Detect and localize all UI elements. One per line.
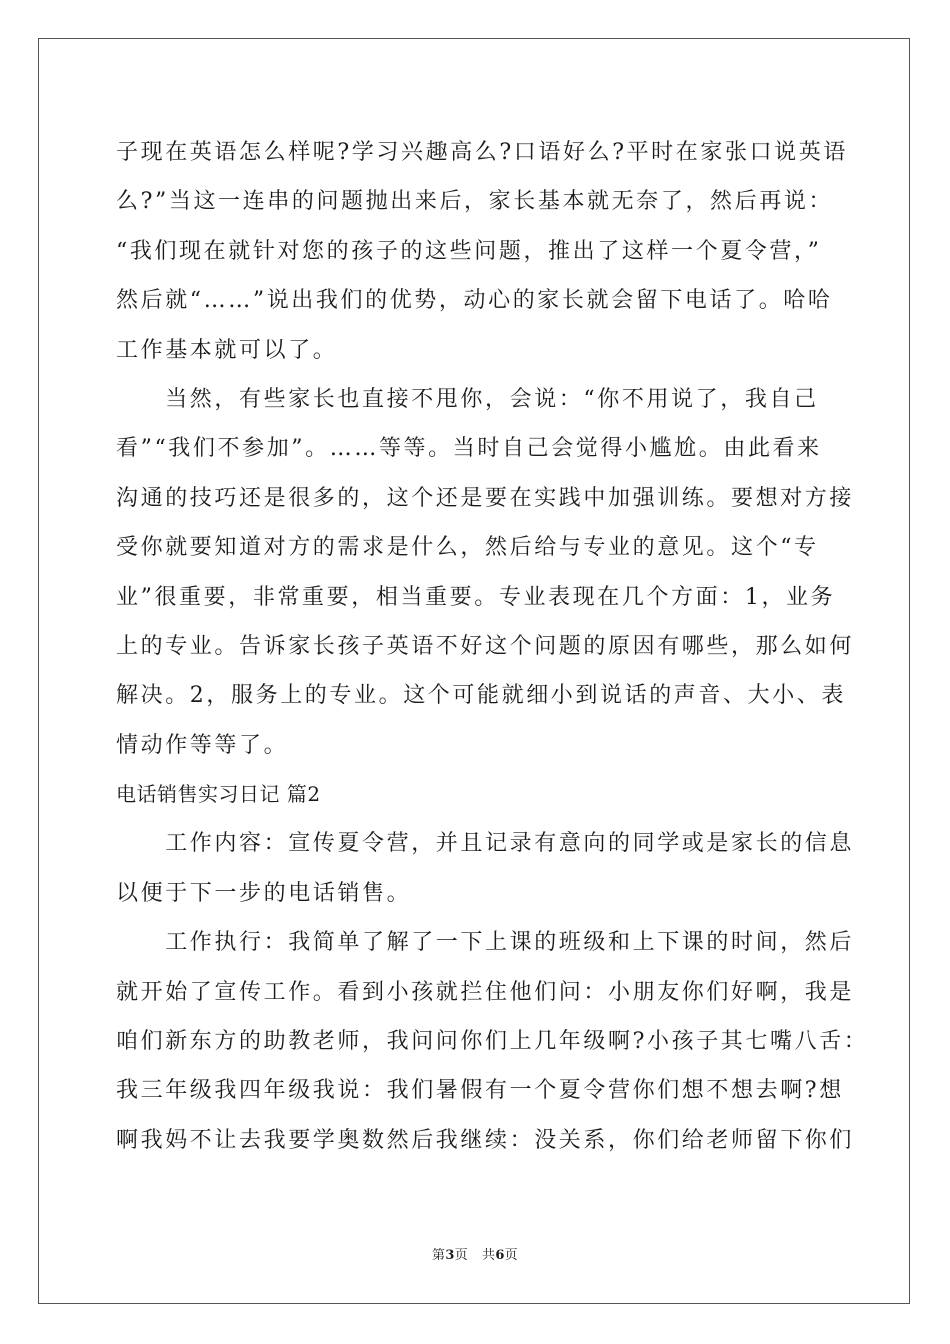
text-line: 我三年级我四年级我说：我们暑假有一个夏令营你们想不想去啊?想 bbox=[116, 1078, 844, 1104]
text-line: 以便于下一步的电话销售。 bbox=[116, 880, 412, 906]
text-line: 情动作等等了。 bbox=[116, 732, 289, 758]
text-line: 沟通的技巧还是很多的，这个还是要在实践中加强训练。要想对方接 bbox=[116, 485, 855, 511]
text-line: 工作执行：我简单了解了一下上课的班级和上下课的时间，然后 bbox=[116, 930, 855, 956]
text-line: 么?”当这一连串的问题抛出来后，家长基本就无奈了，然后再说： bbox=[116, 189, 834, 215]
text-line: 受你就要知道对方的需求是什么，然后给与专业的意见。这个“专 bbox=[116, 535, 819, 561]
text-line: 解决。2，服务上的专业。这个可能就细小到说话的声音、大小、表 bbox=[116, 683, 846, 709]
text-line: 然后就“……”说出我们的优势，动心的家长就会留下电话了。哈哈 bbox=[116, 288, 833, 314]
total-page-number: 6 bbox=[495, 1248, 505, 1263]
text-line: 工作内容：宣传夏令营，并且记录有意向的同学或是家长的信息 bbox=[116, 831, 855, 857]
text-line: 看”“我们不参加”。……等等。当时自己会觉得小尴尬。由此看来 bbox=[116, 436, 822, 462]
text-line: 啊我妈不让去我要学奥数然后我继续：没关系，你们给老师留下你们 bbox=[116, 1127, 855, 1153]
text-line: 就开始了宣传工作。看到小孩就拦住他们问：小朋友你们好啊，我是 bbox=[116, 979, 855, 1005]
text-line: 咱们新东方的助教老师，我问问你们上几年级啊?小孩子其七嘴八舌： bbox=[116, 1029, 869, 1055]
text-line: 工作基本就可以了。 bbox=[116, 337, 338, 363]
text-line: 业”很重要，非常重要，相当重要。专业表现在几个方面：1，业务 bbox=[116, 584, 836, 610]
text-line: 上的专业。告诉家长孩子英语不好这个问题的原因有哪些，那么如何 bbox=[116, 633, 855, 659]
total-suffix: 页 bbox=[504, 1248, 518, 1263]
text-line: “我们现在就针对您的孩子的这些问题，推出了这样一个夏令营，” bbox=[116, 238, 822, 264]
page-footer bbox=[0, 1244, 950, 1263]
page-suffix: 页 bbox=[454, 1248, 468, 1263]
text-line: 当然，有些家长也直接不甩你，会说：“你不用说了，我自己 bbox=[116, 386, 819, 412]
total-prefix: 共 bbox=[482, 1248, 496, 1263]
section-heading: 电话销售实习日记 篇2 bbox=[116, 782, 321, 807]
text-line: 子现在英语怎么样呢?学习兴趣高么?口语好么?平时在家张口说英语 bbox=[116, 140, 848, 165]
current-page-number: 3 bbox=[445, 1248, 455, 1263]
document-body bbox=[116, 128, 869, 1165]
page-prefix: 第 bbox=[432, 1248, 446, 1263]
